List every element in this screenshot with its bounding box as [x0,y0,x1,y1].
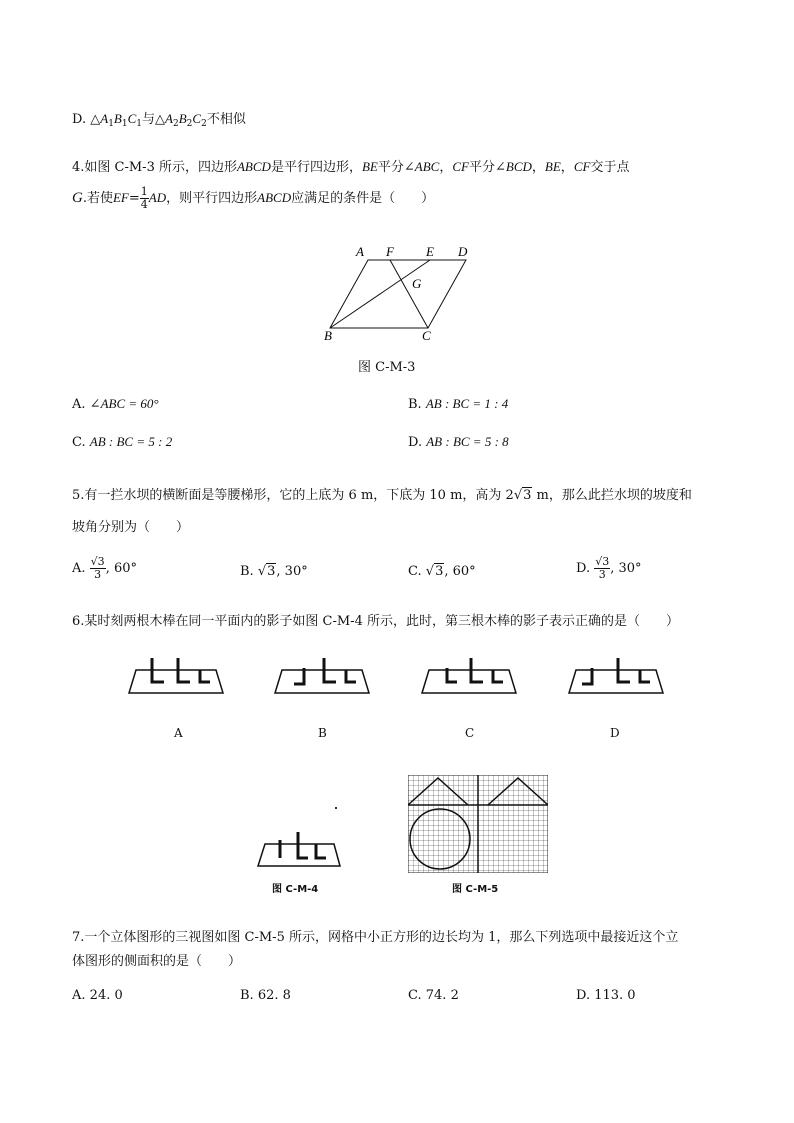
q4-option-b: B. AB : BC = 1 : 4 [408,396,509,412]
q6-stem: 6.某时刻两根木棒在同一平面内的影子如图 C-M-4 所示，此时，第三根木棒的影子表示正确的是（ ） [72,614,679,629]
label-b: B [324,328,332,343]
figure-cm4 [256,828,342,868]
q5-option-d: D. $\frac{√3}{3}$ , 30° [576,555,642,581]
segment-be [330,260,430,328]
q4-option-a: A. ∠ABC = 60° [72,396,159,412]
q5-option-c: C. √3, 60° [408,564,476,579]
label-c: C [422,328,431,343]
q6-figure-a [128,652,224,696]
sqrt-icon: √ [425,564,435,579]
q6-figure-c [421,652,517,696]
q7-option-b: B. 62. 8 [240,988,291,1003]
angle-icon: ∠ [403,160,415,175]
q5-option-a: A. $\frac{√3}{3}$ , 60° [72,555,137,581]
caption-cm3: 图 C-M-3 [358,360,416,375]
stray-dot [335,807,337,809]
q4-stem-line1: 4.如图 C-M-3 所示，四边形ABCD是平行四边形，BE平分∠ABC，CF平分∠BCD，BE，CF交于点 [72,159,630,175]
fraction-one-quarter: $\frac{1}{4}$ [140,185,148,211]
q5-option-b: B. √3, 30° [240,564,308,579]
label-d: D [458,244,468,259]
label-e: E [426,244,434,259]
q4-option-c: C. AB : BC = 5 : 2 [72,434,173,450]
q6-label-a: A [174,726,183,740]
label-f: F [386,244,394,259]
q7-stem-line1: 7.一个立体图形的三视图如图 C-M-5 所示，网格中小正方形的边长均为 1，那么下列选项中最接近这个立 [72,930,679,945]
caption-cm4: 图 C-M-4 [272,884,319,895]
sqrt-icon: √ [513,488,523,503]
triangle-icon: △ [90,112,101,127]
q6-figure-b [274,652,370,696]
q7-option-a: A. 24. 0 [72,988,123,1003]
segment-cf [390,260,428,328]
q5-stem-line1: 5.有一拦水坝的横断面是等腰梯形，它的上底为 6 m，下底为 10 m，高为 2√3 m，那么此拦水坝的坡度和 [72,488,692,503]
q7-option-d: D. 113. 0 [576,988,636,1003]
q7-option-c: C. 74. 2 [408,988,459,1003]
figure-cm3-parallelogram [318,240,478,345]
q6-label-d: D [610,726,620,740]
caption-cm5: 图 C-M-5 [452,884,499,895]
q4-stem-line2: G.若使EF= $\frac{1}{4}$ AD，则平行四边形ABCD应满足的条件是（ ） [72,185,435,211]
parallelogram-abcd [330,260,466,328]
q6-label-b: B [318,726,327,740]
figure-cm5-grid [408,775,548,873]
triangle-icon: △ [155,112,166,127]
q3-option-d: D. $\triangle A_1B_1C_1$与$\triangle A_2B_2C_2$不相似 [72,111,246,129]
label-a: A [356,244,364,259]
angle-icon: ∠ [494,160,506,175]
sqrt-icon: √ [257,564,267,579]
q6-label-c: C [465,726,475,740]
q6-figure-d [568,652,664,696]
q7-stem-line2: 体图形的侧面积的是（ ） [72,954,242,969]
q4-option-d: D. AB : BC = 5 : 8 [408,434,509,450]
q5-stem-line2: 坡角分别为（ ） [72,520,190,535]
label-g: G [412,276,422,291]
